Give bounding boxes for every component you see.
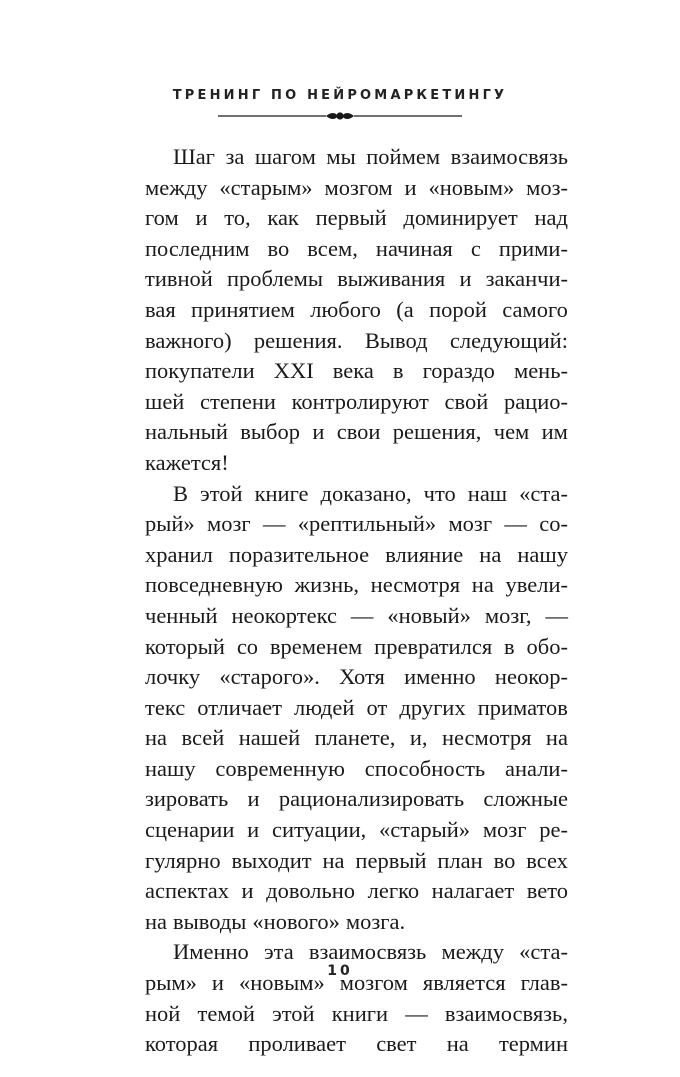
text-line: В этой книге доказано, что наш «ста- — [173, 480, 568, 506]
text-line: повседневную жизнь, несмотря на увели- — [145, 572, 568, 598]
text-line: кажется! — [145, 449, 229, 475]
text-line: которая проливает свет на термин — [145, 1031, 568, 1057]
text-line: покупатели XXI века в гораздо мень- — [145, 358, 568, 384]
text-line: рый» мозг — «рептильный» мозг — со- — [145, 511, 568, 537]
text-line: лочку «старого». Хотя именно неокор- — [145, 664, 568, 690]
page-number: 10 — [327, 963, 353, 979]
text-line: вая принятием любого (а порой самого — [145, 296, 568, 322]
text-line: гом и то, как первый доминирует над — [145, 205, 568, 231]
text-line: аспектах и довольно легко налагает вето — [145, 878, 568, 904]
text-line: сценарии и ситуации, «старый» мозг ре- — [145, 817, 568, 843]
text-line: рым» и «новым» мозгом является глав- — [145, 970, 568, 996]
text-line: Именно эта взаимосвязь между «ста- — [173, 939, 568, 965]
text-line: хранил поразительное влияние на нашу — [145, 541, 568, 567]
running-head-title: ТРЕНИНГ ПО НЕЙРОМАРКЕТИНГУ — [172, 88, 508, 103]
text-line: ной темой этой книги — взаимосвязь, — [145, 1000, 568, 1026]
text-line: Шаг за шагом мы поймем взаимосвязь — [173, 144, 568, 169]
ornament-divider — [218, 108, 462, 124]
text-line: тивной проблемы выживания и заканчи- — [145, 266, 568, 292]
text-line: гулярно выходит на первый план во всех — [145, 847, 568, 873]
text-line: текс отличает людей от других приматов — [145, 694, 568, 720]
text-line: который со временем превратился в обо- — [145, 633, 568, 659]
text-line: на выводы «нового» мозга. — [145, 908, 406, 934]
text-line: ченный неокортекс — «новый» мозг, — — [145, 602, 568, 628]
text-line: последним во всем, начиная с прими- — [145, 235, 568, 261]
text-line: нальный выбор и свои решения, чем им — [145, 419, 568, 445]
text-line: нашу современную способность анали- — [145, 755, 568, 781]
text-line: на всей нашей планете, и, несмотря на — [145, 725, 568, 751]
text-line: важного) решения. Вывод следующий: — [145, 327, 568, 353]
text-line: между «старым» мозгом и «новым» моз- — [145, 174, 568, 200]
body-text — [145, 142, 568, 1060]
text-line: зировать и рационализировать сложные — [145, 786, 568, 812]
text-line: шей степени контролируют свой рацио- — [145, 388, 568, 414]
